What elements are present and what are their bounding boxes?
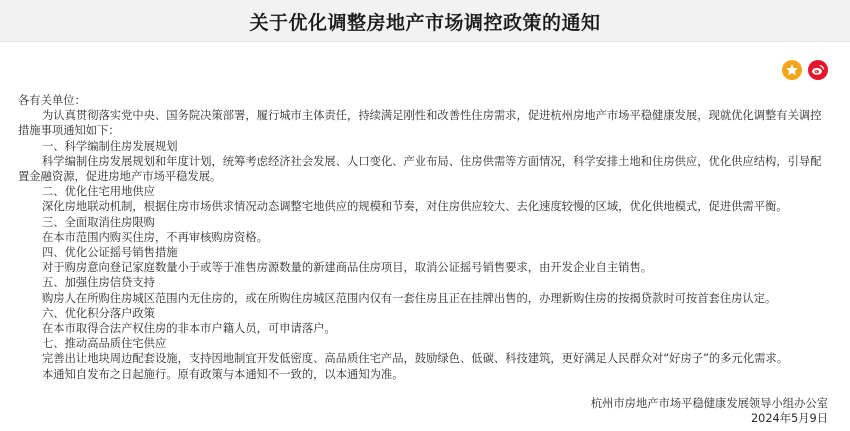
notice-body — [18, 93, 830, 382]
section-heading: 七、推动高品质住宅供应 — [42, 337, 167, 351]
signature-block — [591, 396, 828, 426]
favorite-star-icon[interactable] — [782, 60, 802, 80]
salutation: 各有关单位： — [18, 94, 86, 107]
section-heading: 三、全面取消住房限购 — [42, 215, 155, 229]
section-heading: 五、加强住房信贷支持 — [42, 276, 155, 290]
section-body: 在本市范围内购买住房，不再审核购房资格。 — [42, 230, 268, 244]
section-body: 科学编制住房发展规划和年度计划，统筹考虑经济社会发展、人口变化、产业布局、住房供需等方面情况，科学安排土地和住房供应，优化供应结构，引导配置金融资源，促进房地产市场平稳发展。 — [18, 154, 822, 184]
intro-paragraph: 为认真贯彻落实党中央、国务院决策部署，履行城市主体责任，持续满足刚性和改善性住房需求，促进杭州房地产市场平稳健康发展，现就优化调整有关调控措施事项通知如下： — [18, 109, 822, 138]
section-body: 深化房地联动机制，根据住房市场供求情况动态调整宅地供应的规模和节奏，对住房供应较大、去化速度较慢的区域，优化供地模式，促进供需平衡。 — [42, 200, 788, 214]
section-body: 购房人在所购住房城区范围内无住房的，或在所购住房城区范围内仅有一套住房且正在挂牌出售的，办理新购住房的按揭贷款时可按首套住房认定。 — [42, 291, 777, 305]
weibo-share-icon[interactable] — [808, 60, 828, 80]
share-icons — [782, 60, 828, 80]
section-body: 对于购房意向登记家庭数量小于或等于准售房源数量的新建商品住房项目，取消公证摇号销售要求，由开发企业自主销售。 — [42, 261, 653, 275]
section-heading: 一、科学编制住房发展规划 — [42, 139, 178, 153]
signature-org: 杭州市房地产市场平稳健康发展领导小组办公室 — [590, 397, 828, 410]
section-body: 在本市取得合法产权住房的非本市户籍人员，可申请落户。 — [42, 322, 336, 336]
section-heading: 四、优化公证摇号销售措施 — [42, 246, 178, 260]
section-body: 完善出让地块周边配套设施，支持因地制宜开发低密度、高品质住宅产品，鼓励绿色、低碳、科技建筑，更好满足人民群众对“好房子”的多元化需求。 — [42, 352, 789, 366]
title-bar — [0, 0, 850, 42]
section-heading: 二、优化住宅用地供应 — [42, 185, 155, 199]
section-heading: 六、优化积分落户政策 — [42, 306, 155, 320]
signature-date: 2024年5月9日 — [750, 412, 828, 426]
page-title: 关于优化调整房地产市场调控政策的通知 — [249, 12, 601, 34]
closing-paragraph: 本通知自发布之日起施行。原有政策与本通知不一致的，以本通知为准。 — [42, 367, 404, 381]
